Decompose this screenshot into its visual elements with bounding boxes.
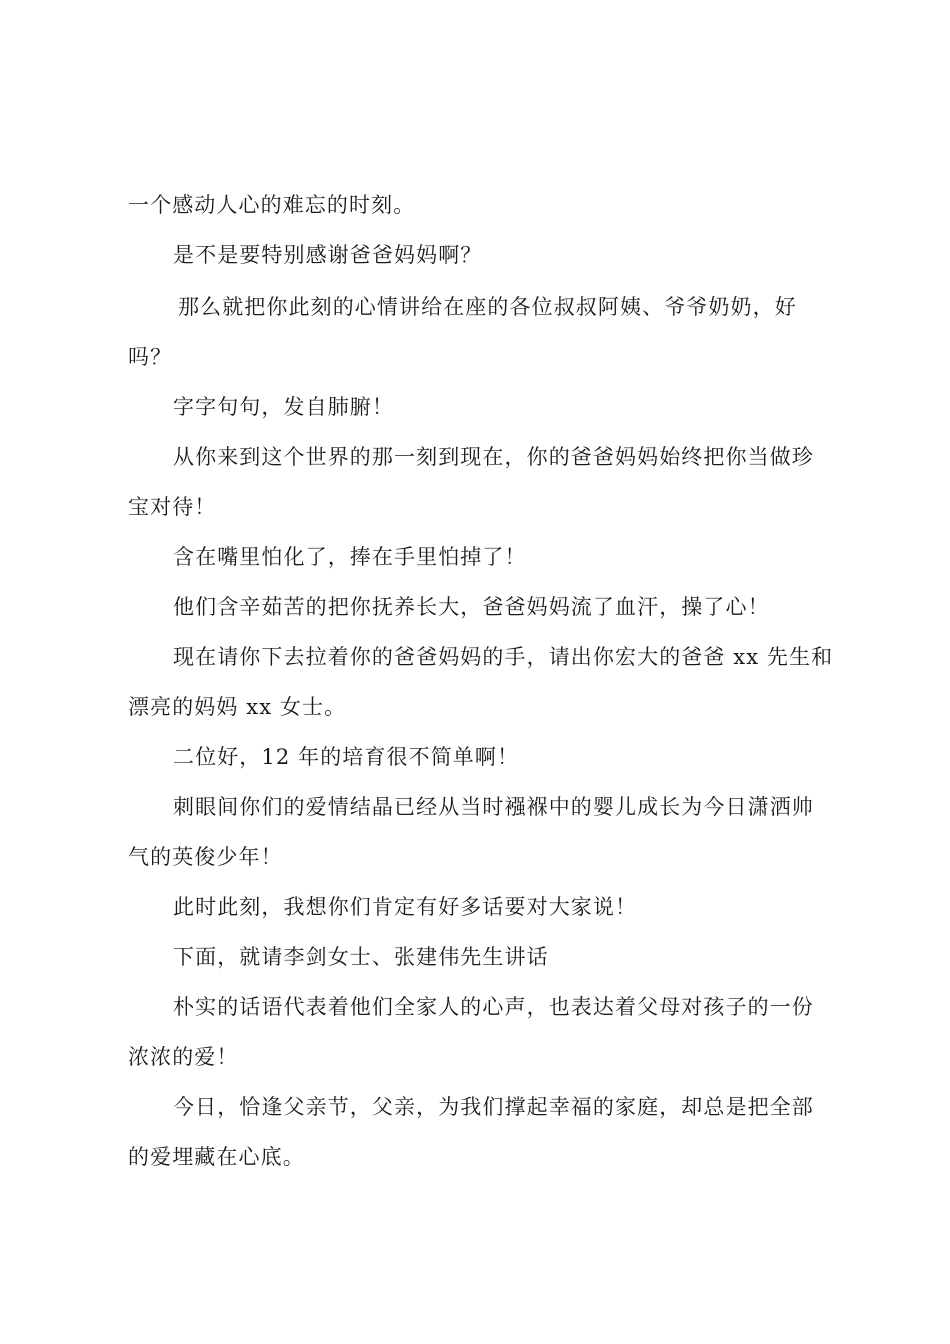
paragraph-line: 浓浓的爱！ [128, 1045, 239, 1069]
paragraph-line: 刺眼间你们的爱情结晶已经从当时襁褓中的婴儿成长为今日潇洒帅 [173, 795, 814, 819]
paragraph-line: 现在请你下去拉着你的爸爸妈妈的手，请出你宏大的爸爸 xx 先生和 [173, 645, 834, 669]
paragraph-line: 字字句句，发自肺腑！ [173, 395, 394, 419]
paragraph-line: 下面，就请李剑女士、张建伟先生讲话 [173, 945, 549, 969]
paragraph-line: 今日，恰逢父亲节，父亲，为我们撑起幸福的家庭，却总是把全部 [173, 1095, 814, 1119]
paragraph-line: 那么就把你此刻的心情讲给在座的各位叔叔阿姨、爷爷奶奶，好 [178, 295, 797, 319]
paragraph-line: 含在嘴里怕化了，捧在手里怕掉了！ [173, 545, 527, 569]
paragraph-line: 他们含辛茹苦的把你抚养长大，爸爸妈妈流了血汗，操了心！ [173, 595, 770, 619]
paragraph-line: 此时此刻，我想你们肯定有好多话要对大家说！ [173, 895, 638, 919]
paragraph-line: 朴实的话语代表着他们全家人的心声，也表达着父母对孩子的一份 [173, 995, 814, 1019]
paragraph-line: 从你来到这个世界的那一刻到现在，你的爸爸妈妈始终把你当做珍 [173, 445, 814, 469]
paragraph-line: 二位好，12 年的培育很不简单啊！ [173, 745, 520, 769]
paragraph-line: 一个感动人心的难忘的时刻。 [128, 193, 416, 217]
paragraph-line: 气的英俊少年！ [128, 845, 283, 869]
paragraph-line: 的爱埋藏在心底。 [128, 1145, 305, 1169]
paragraph-line: 是不是要特别感谢爸爸妈妈啊？ [173, 243, 483, 267]
paragraph-line: 宝对待！ [128, 495, 217, 519]
paragraph-line: 漂亮的妈妈 xx 女士。 [128, 695, 347, 719]
paragraph-line: 吗？ [128, 345, 173, 369]
